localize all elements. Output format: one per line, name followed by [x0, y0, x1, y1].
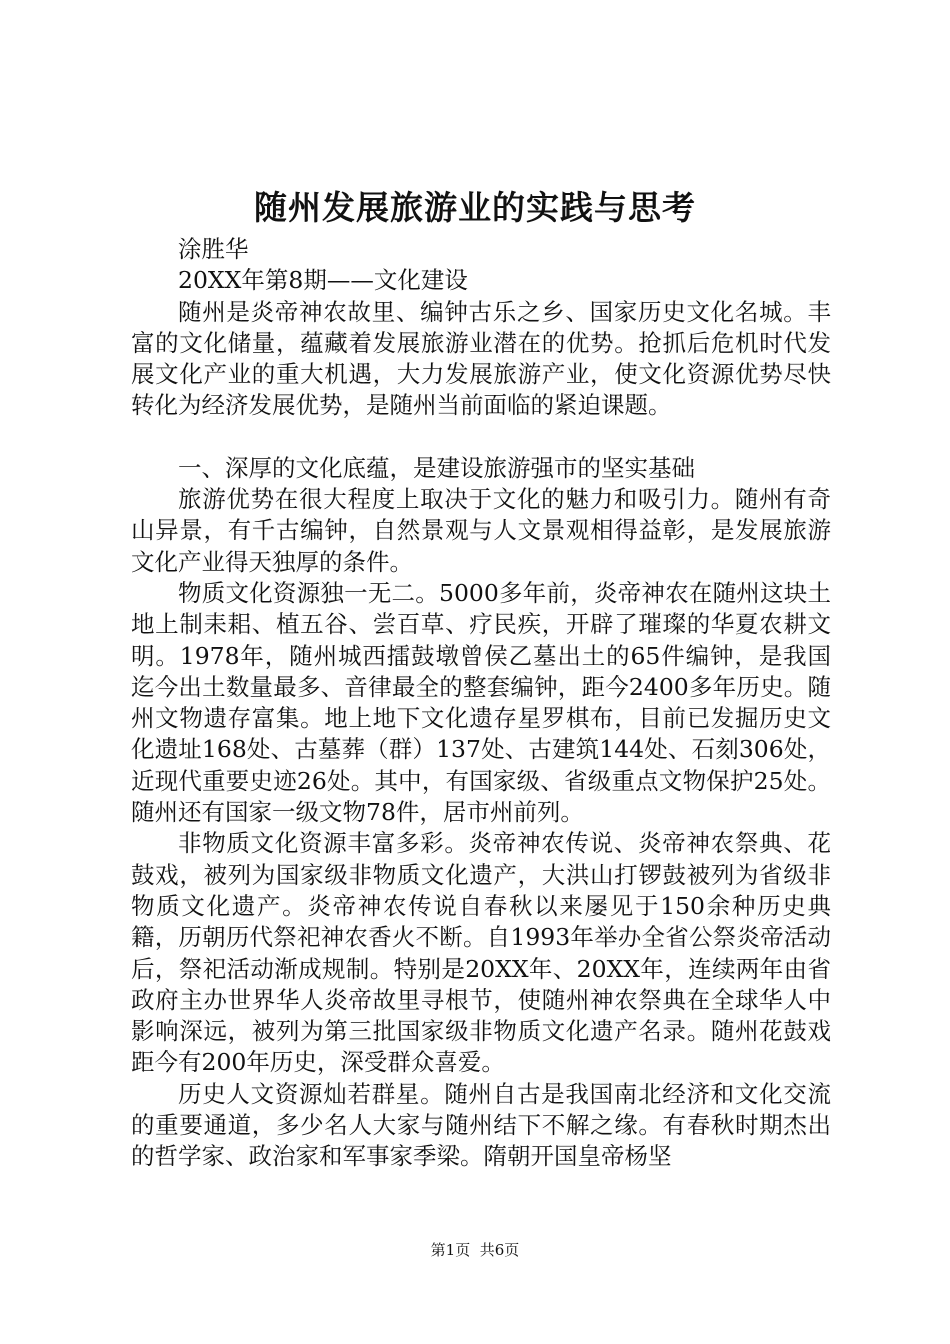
paragraph: 随州是炎帝神农故里、编钟古乐之乡、国家历史文化名城。丰富的文化储量，蕴藏着发展旅游业潜在的优势。抢抓后危机时代发展文化产业的重大机遇，大力发展旅游产业，使文化资源优势尽快转化为经济发展优势，是随州当前面临的紧迫课题。	[131, 297, 831, 420]
paragraph: 旅游优势在很大程度上取决于文化的魅力和吸引力。随州有奇山异景，有千古编钟，自然景观与人文景观相得益彰，是发展旅游文化产业得天独厚的条件。	[131, 485, 831, 576]
paragraph: 非物质文化资源丰富多彩。炎帝神农传说、炎帝神农祭典、花鼓戏，被列为国家级非物质文化遗产，大洪山打锣鼓被列为省级非物质文化遗产。炎帝神农传说自春秋以来屡见于150余种历史典籍，历朝历代祭祀神农香火不断。自1993年举办全省公祭炎帝活动后，祭祀活动渐成规制。特别是20XX年、20XX年，连续两年由省政府主办世界华人炎帝故里寻根节，使随州神农祭典在全球华人中影响深远，被列为第三批国家级非物质文化遗产名录。随州花鼓戏距今有200年历史，深受群众喜爱。	[131, 829, 831, 1077]
paragraph: 物质文化资源独一无二。5000多年前，炎帝神农在随州这块土地上制耒耜、植五谷、尝百草、疗民疾，开辟了璀璨的华夏农耕文明。1978年，随州城西擂鼓墩曾侯乙墓出土的65件编钟，是我国迄今出土数量最多、音律最全的整套编钟，距今2400多年历史。随州文物遗存富集。地上地下文化遗存星罗棋布，目前已发掘历史文化遗址168处、古墓葬（群）137处、古建筑144处、石刻306处，近现代重要史迹26处。其中，有国家级、省级重点文物保护25处。随州还有国家一级文物78件，居市州前列。	[131, 578, 831, 827]
page-footer	[0, 1240, 950, 1260]
paragraph: 历史人文资源灿若群星。随州自古是我国南北经济和文化交流的重要通道，多少名人大家与随州结下不解之缘。有春秋时期杰出的哲学家、政治家和军事家季梁。隋朝开国皇帝杨坚	[131, 1079, 831, 1171]
document-title: 随州发展旅游业的实践与思考	[254, 188, 696, 227]
document-body	[131, 234, 831, 1173]
page-number: 第1页	[430, 1241, 471, 1259]
page-total: 共6页	[479, 1241, 520, 1259]
section-heading: 一、深厚的文化底蕴，是建设旅游强市的坚实基础	[178, 453, 695, 482]
author-line: 涂胜华	[178, 235, 249, 263]
issue-line: 20XX年第8期——文化建设	[178, 266, 468, 295]
